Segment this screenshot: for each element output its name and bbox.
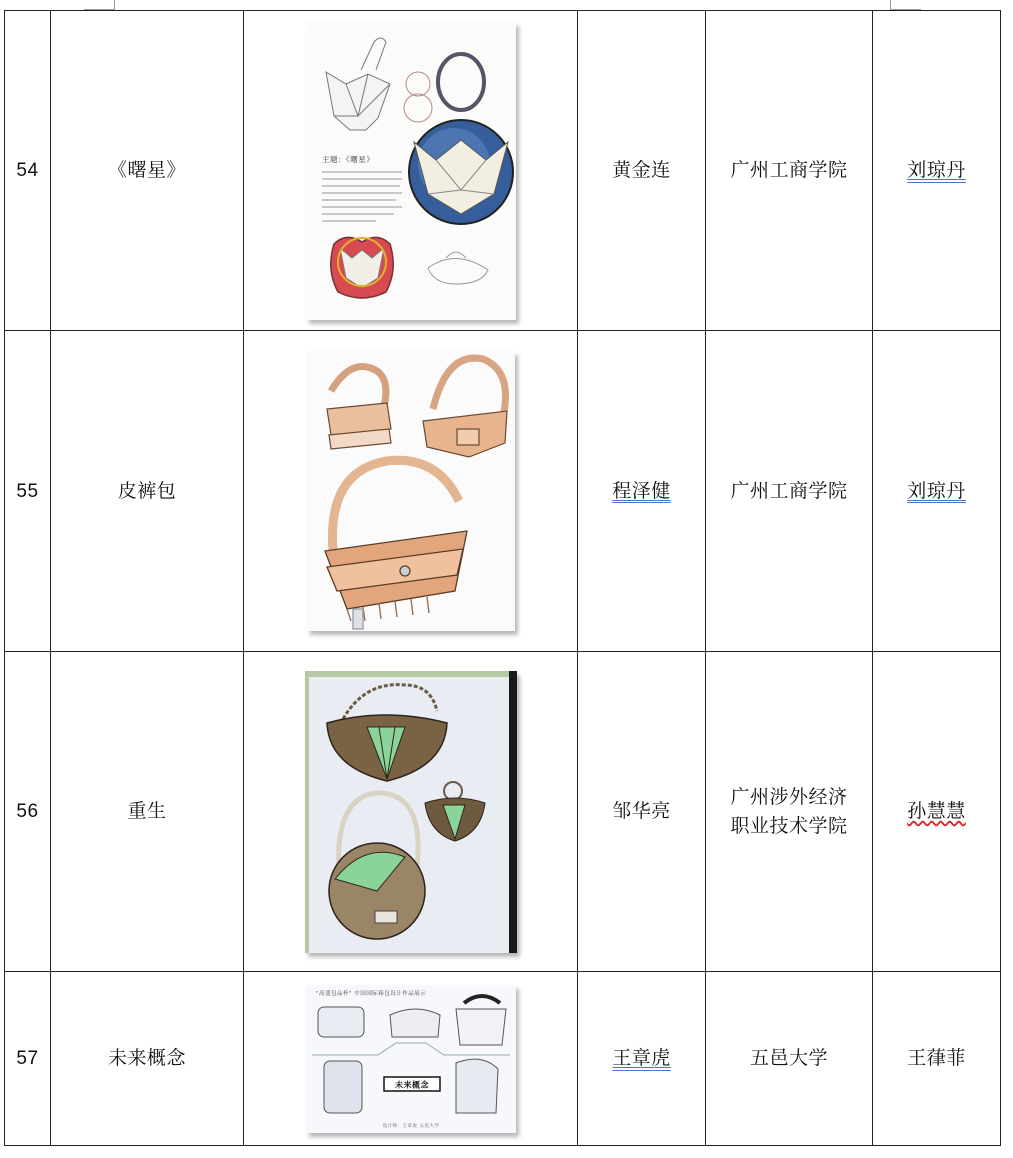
svg-text:设计师：王章虎 五邑大学: 设计师：王章虎 五邑大学 <box>382 1123 439 1129</box>
school-name: 广州工商学院 <box>706 11 873 331</box>
teacher-name-text: 刘琼丹 <box>907 479 966 502</box>
school-name: 广州工商学院 <box>706 331 873 652</box>
row-number: 56 <box>5 652 51 972</box>
teacher-name: 王葎菲 <box>873 972 1001 1146</box>
shell-bag-sketch <box>305 671 517 953</box>
school-name-line-1: 广州涉外经济 <box>730 785 848 808</box>
school-name-line-2: 职业技术学院 <box>730 814 848 837</box>
svg-text:主题：《曙星》: 主题：《曙星》 <box>321 154 374 164</box>
work-title: 《曙星》 <box>51 11 244 331</box>
teacher-name <box>873 11 1001 331</box>
svg-text:"高盛包品杯" 中国国际箱包设计作品展示: "高盛包品杯" 中国国际箱包设计作品展示 <box>315 990 426 997</box>
work-image-cell <box>244 331 578 652</box>
work-image-cell <box>244 972 578 1146</box>
teacher-name-text: 孙慧慧 <box>907 800 966 822</box>
teacher-name <box>873 331 1001 652</box>
work-title: 皮裤包 <box>51 331 244 652</box>
work-image-cell <box>244 11 578 331</box>
table-row <box>5 11 1001 331</box>
designer-name <box>578 331 706 652</box>
school-name <box>706 972 873 1146</box>
school-name <box>706 652 873 972</box>
row-number: 54 <box>5 11 51 331</box>
red-fox-bag <box>330 237 392 298</box>
school-name-text: 五邑大学 <box>749 1047 828 1069</box>
teacher-name <box>873 652 1001 972</box>
leather-belt-bag-sketch <box>307 351 515 631</box>
svg-text:未来概念: 未来概念 <box>394 1080 429 1089</box>
table-row <box>5 331 1001 652</box>
title-plate <box>384 1077 440 1091</box>
table-row <box>5 972 1001 1146</box>
page-corner-mark-right <box>890 0 921 10</box>
teacher-name-text: 刘琼丹 <box>907 159 966 181</box>
work-image-cell <box>244 652 578 972</box>
future-bags-sketch <box>306 985 516 1133</box>
work-title: 未来概念 <box>51 972 244 1146</box>
designer-name-text: 程泽健 <box>612 479 671 502</box>
designer-name: 邹华亮 <box>578 652 706 972</box>
row-number: 55 <box>5 331 51 652</box>
designer-name-text: 王章虎 <box>612 1047 671 1069</box>
work-title: 重生 <box>51 652 244 972</box>
table-row <box>5 652 1001 972</box>
designer-name: 黄金连 <box>578 11 706 331</box>
row-number: 57 <box>5 972 51 1146</box>
page-corner-mark-left <box>84 0 115 10</box>
designer-name <box>578 972 706 1146</box>
origami-fox-bag-sketch <box>306 22 516 320</box>
works-table <box>4 10 1001 1146</box>
